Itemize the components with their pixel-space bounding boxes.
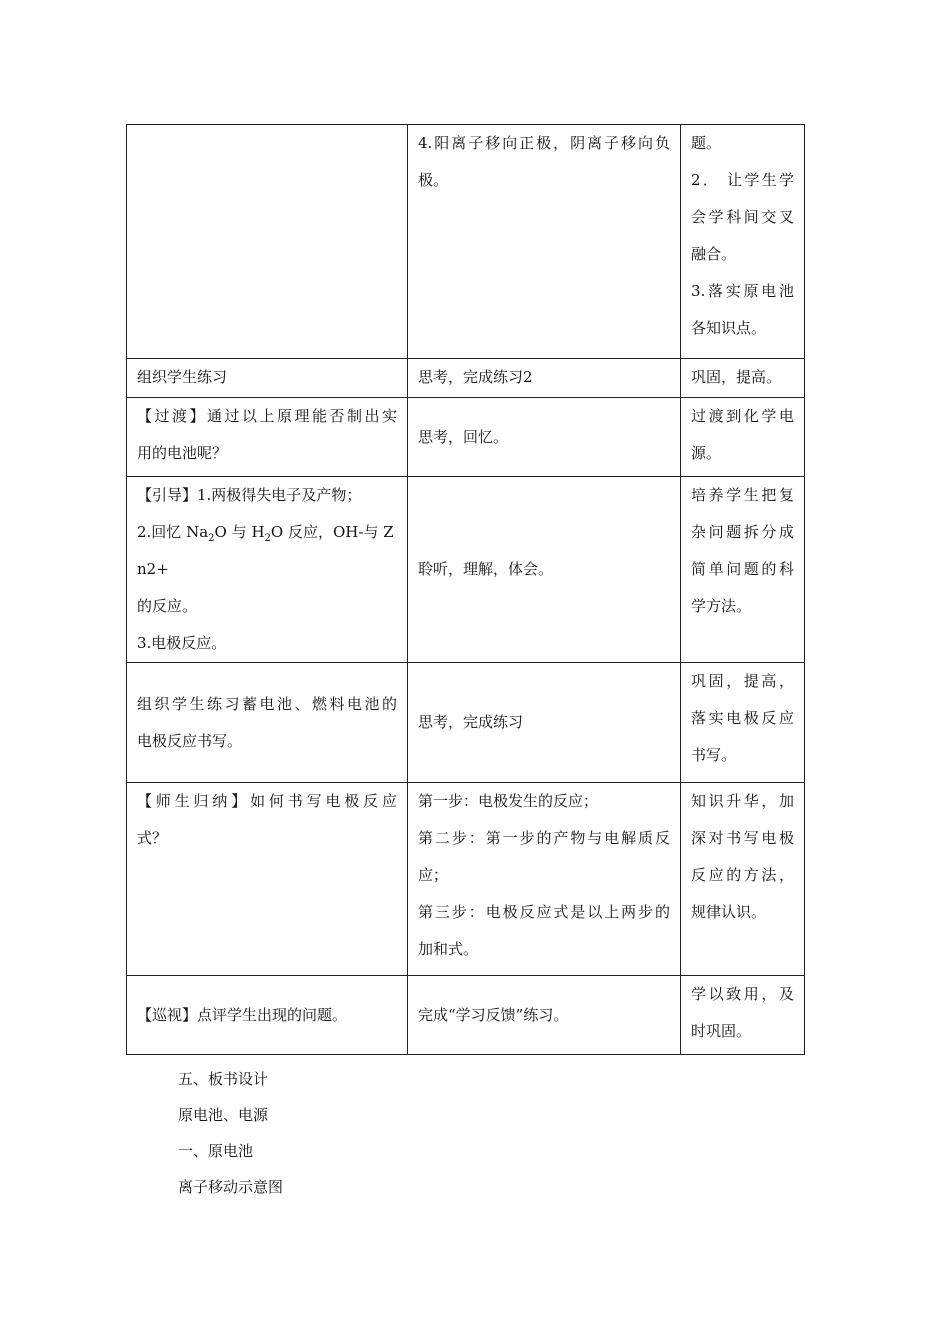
section-heading: 五、板书设计 [178,1070,269,1088]
student-activity-cell: 第一步：电极发生的反应； 第二步：第一步的产物与电解质反 应； 第三步：电极反应式是以上两步的 加和式。 [408,783,681,976]
teacher-activity-cell: 【师生归纳】如何书写电极反应 式？ [127,783,408,976]
table-row [127,359,805,398]
student-activity-cell: 聆听，理解，体会。 [408,477,681,663]
board-subheading: 一、原电池 [178,1142,254,1160]
formula-h2o: $H_2O$ [251,523,284,544]
student-activity-cell: 完成“学习反馈”练习。 [408,976,681,1055]
formula-na2o: $Na_2O$ [186,523,227,544]
design-intent-cell: 学以致用，及 时巩固。 [681,976,805,1055]
student-activity-cell: 思考，回忆。 [408,398,681,477]
teacher-activity-cell: 组织学生练习 [127,359,408,398]
table-row [127,663,805,783]
teacher-activity-cell: 【引导】1.两极得失电子及产物； 2.回忆 $Na_2O$ 与 $H_2O$ 反应，OH-与 Zn2+ 的反应。 3.电极反应。 [127,477,408,663]
board-title: 原电池、电源 [178,1106,269,1124]
teacher-activity-cell [127,125,408,359]
design-intent-cell: 巩固，提高。 [681,359,805,398]
table-row [127,477,805,663]
lesson-plan-table [126,124,805,1055]
design-intent-cell: 知识升华，加 深对书写电极 反应的方法， 规律认识。 [681,783,805,976]
design-intent-cell: 过渡到化学电 源。 [681,398,805,477]
student-activity-cell: 思考，完成练习2 [408,359,681,398]
table-row [127,976,805,1055]
table-row [127,783,805,976]
student-activity-cell: 4.阳离子移向正极，阴离子移向负 极。 [408,125,681,359]
table-row [127,398,805,477]
design-intent-cell: 培养学生把复 杂问题拆分成 简单问题的科 学方法。 [681,477,805,663]
table-row [127,125,805,359]
teacher-activity-cell: 组织学生练习蓄电池、燃料电池的 电极反应书写。 [127,663,408,783]
recall-line: 2.回忆 $Na_2O$ 与 $H_2O$ 反应，OH-与 Zn2+ [137,523,394,578]
board-diagram-label: 离子移动示意图 [178,1178,284,1196]
student-activity-cell: 思考，完成练习 [408,663,681,783]
design-intent-cell: 巩固，提高， 落实电极反应 书写。 [681,663,805,783]
design-intent-cell: 题。 2． 让学生学 会学科间交叉 融合。 3.落实原电池 各知识点。 [681,125,805,359]
teacher-activity-cell: 【过渡】通过以上原理能否制出实 用的电池呢？ [127,398,408,477]
teacher-activity-cell: 【巡视】点评学生出现的问题。 [127,976,408,1055]
